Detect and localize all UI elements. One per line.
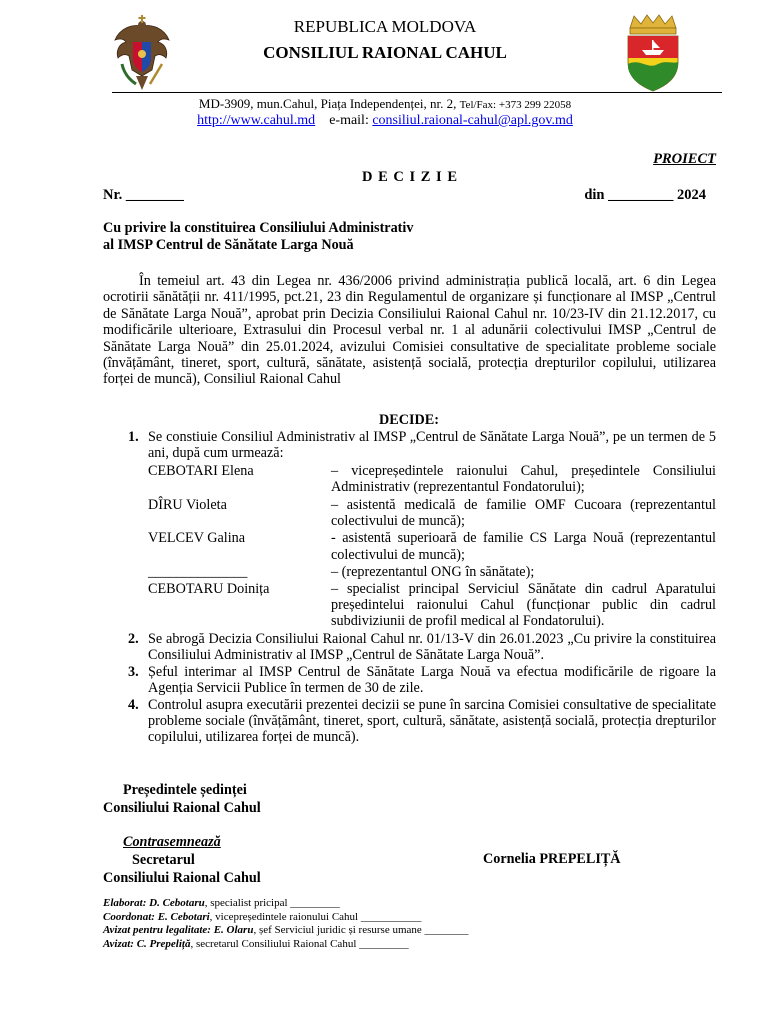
approval-line xyxy=(103,911,469,925)
address-main: MD-3909, mun.Cahul, Piața Independenței, nr. 2, xyxy=(198,96,457,111)
member-role: – (reprezentantul ONG în sănătate); xyxy=(331,564,535,581)
item-number: 2. xyxy=(128,630,139,647)
item-number: 4. xyxy=(128,696,139,713)
member-role: – vicepreședintele raionului Cahul, președintele Consiliului Administrativ (reprezentantul Fondatorului); xyxy=(331,462,716,496)
item-text: Se abrogă Decizia Consiliului Raional Cahul nr. 01/13-V din 26.01.2023 „Cu privire la constituirea Consiliului Administrativ al IMSP „Centrul de Sănătate Larga Nouă”. xyxy=(148,630,716,664)
decision-item-2 xyxy=(128,630,716,664)
member-row xyxy=(148,463,716,496)
approval-label: Avizat pentru legalitate: E. Olaru xyxy=(103,924,254,936)
member-name: DÎRU Violeta xyxy=(148,496,227,513)
approval-text: , secretarul Consiliului Raional Cahul _________ xyxy=(190,937,409,950)
member-name: CEBOTARU Doinița xyxy=(148,580,270,597)
member-role: - asistentă superioară de familie CS Larga Nouă (reprezentantul colectivului de muncă); xyxy=(331,530,716,563)
countersign-label: Contrasemnează xyxy=(123,834,221,850)
decision-number: Nr. ________ xyxy=(103,187,184,203)
subject-line-2: al IMSP Centrul de Sănătate Larga Nouă xyxy=(103,237,354,253)
website-link[interactable]: http://www.cahul.md xyxy=(197,113,316,128)
chair-title: Președintele ședinței xyxy=(123,782,247,798)
decision-date: din _________ 2024 xyxy=(584,187,706,203)
header-divider xyxy=(112,92,722,93)
approval-label: Coordonat: E. Cebotari xyxy=(103,910,210,923)
decision-item-3 xyxy=(128,663,716,697)
email-label: e-mail: xyxy=(329,113,369,128)
secretary-name: Cornelia PREPELIȚĂ xyxy=(483,851,621,867)
approval-text: , vicepreședintele raionului Cahul ___________ xyxy=(209,910,422,923)
item-number: 1. xyxy=(128,429,139,445)
decision-item-4 xyxy=(128,696,716,746)
contact-line xyxy=(0,113,770,129)
secretary-title: Secretarul xyxy=(132,852,195,868)
subject-line-1: Cu privire la constituirea Consiliului Administrativ xyxy=(103,220,414,236)
secretary-council: Consiliului Raional Cahul xyxy=(103,870,261,886)
decision-subject xyxy=(103,220,413,254)
member-name: VELCEV Galina xyxy=(148,530,246,547)
item-number: 3. xyxy=(128,663,139,680)
members-list xyxy=(148,463,716,630)
decide-heading: DECIDE: xyxy=(379,412,439,428)
item-text: Controlul asupra executării prezentei decizii se pune în sarcina Comisiei consultative de specialitate probleme sociale (învățământ, tineret, sport, cultură, sănătate, asistență socială, protecția drepturilor copilului, utilizarea forței de muncă). xyxy=(148,696,716,746)
approval-text: , șef Serviciul juridic și resurse umane ________ xyxy=(253,924,469,936)
approval-line xyxy=(103,938,469,952)
preamble-paragraph: În temeiul art. 43 din Legea nr. 436/2006 privind administrația publică locală, art. 6 din Legea ocrotirii sănătății nr. 411/1995, pct.21, 23 din Regulamentul de organizare și funcționare al IMSP „Centrul de Sănătate Larga Nouă”, aprobat prin Decizia Consiliului Raional Cahul nr. 10/23-IV din 21.12.2017, cu modificările ulterioare, Extrasului din Procesul verbal nr. 1 al adunării colectivului IMSP „Centrul de Sănătate Larga Nouă” din 25.01.2024, avizului Comisiei consultative de specialitate probleme sociale (învățământ, tineret, sport, cultură, sănătate, asistență socială, protecția drepturilor copilului, utilizarea forței de muncă), Consiliul Raional Cahul xyxy=(103,273,716,388)
email-link[interactable]: consiliul.raional-cahul@apl.gov.md xyxy=(372,113,573,128)
member-role: – asistentă medicală de familie OMF Cucoara (reprezentantul colectivului de muncă); xyxy=(331,496,716,530)
item-text: Se constiuie Consiliul Administrativ al IMSP „Centrul de Sănătate Larga Nouă”, pe un termen de 5 ani, după cum urmează: xyxy=(148,429,716,462)
approval-line xyxy=(103,924,469,938)
country-title: REPUBLICA MOLDOVA xyxy=(293,17,477,36)
council-title: CONSILIUL RAIONAL CAHUL xyxy=(263,43,507,62)
approval-label: Avizat: C. Prepeliță xyxy=(103,937,191,950)
decision-items xyxy=(128,429,716,746)
approvals-footer xyxy=(103,897,469,951)
project-label: PROIECT xyxy=(653,151,716,167)
decision-item-1 xyxy=(128,429,716,462)
address-line xyxy=(0,96,770,112)
member-row xyxy=(148,497,716,530)
secretary-signature-block xyxy=(103,833,261,887)
item-text: Șeful interimar al IMSP Centrul de Sănătate Larga Nouă va efectua modificările de rigoare la Agenția Servicii Publice în termen de 30 de zile. xyxy=(148,663,716,697)
member-name: ______________ xyxy=(148,564,248,581)
member-role: – specialist principal Serviciul Sănătate din cadrul Aparatului președintelui raionului Cahul (funcționar public din cadrul subdiviziunii de profil medical al Fondatorului). xyxy=(331,580,716,630)
document-type: D E C I Z I E xyxy=(362,169,458,185)
chair-signature-block xyxy=(103,781,261,817)
chair-council: Consiliului Raional Cahul xyxy=(103,800,261,816)
approval-line xyxy=(103,897,469,911)
member-row xyxy=(148,581,716,630)
approval-label: Elaborat: D. Cebotaru xyxy=(103,897,205,909)
member-name: CEBOTARI Elena xyxy=(148,462,254,479)
member-row xyxy=(148,564,716,580)
address-tel: Tel/Fax: +373 299 22058 xyxy=(459,99,572,111)
approval-text: , specialist pricipal _________ xyxy=(204,897,340,909)
member-row xyxy=(148,530,716,563)
